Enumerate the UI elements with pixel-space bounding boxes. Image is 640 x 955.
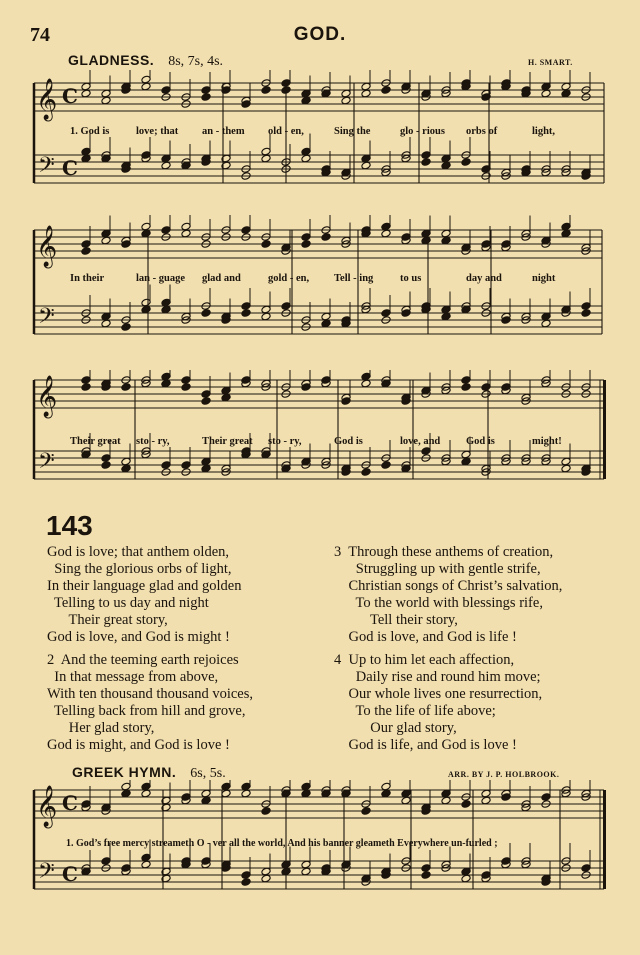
note-head-icon <box>381 229 391 238</box>
final-bar-line <box>603 790 606 889</box>
lyric-syllable: love, and <box>400 436 441 447</box>
lyric-syllable: glad and <box>202 273 241 284</box>
note-head-icon <box>201 93 211 102</box>
note-head-icon <box>261 874 271 883</box>
note-head-icon <box>381 461 391 470</box>
note-head-icon <box>181 383 191 392</box>
lyric-syllable: night <box>532 273 556 284</box>
note-head-icon <box>81 383 91 392</box>
note-head-icon <box>441 161 451 170</box>
bass-clef-icon: 𝄢 <box>38 859 55 889</box>
note-head-icon <box>181 229 191 238</box>
lyric-syllable: to us <box>400 273 422 284</box>
verse-4: 4 Up to him let each affection, Daily rise and round him move; Our whole lives one resurrection, To the life of life above; Our glad story, God is life, and God is love ! <box>334 652 543 753</box>
treble-clef-icon: 𝄞 <box>36 226 58 267</box>
note-head-icon <box>261 312 271 321</box>
note-head-icon <box>461 158 471 167</box>
lyric-syllable: Sing the <box>334 126 371 137</box>
note-head-icon <box>541 319 551 328</box>
note-head-icon <box>301 240 311 249</box>
lyric-syllable: might! <box>532 436 562 447</box>
note-head-icon <box>141 82 151 91</box>
note-head-icon <box>381 86 391 95</box>
note-head-icon <box>341 96 351 105</box>
note-head-icon <box>421 871 431 880</box>
note-head-icon <box>261 240 271 249</box>
page-title: GOD. <box>293 24 347 45</box>
note-head-icon <box>201 309 211 318</box>
note-head-icon <box>161 305 171 314</box>
treble-clef-icon: 𝄞 <box>36 79 58 120</box>
music-system-4 <box>0 780 640 955</box>
lyric-syllable: glo - rious <box>400 126 445 137</box>
note-head-icon <box>81 154 91 163</box>
note-head-icon <box>461 874 471 883</box>
lyric-syllable: old - en, <box>268 126 304 137</box>
lyric-syllable: light, <box>532 126 556 137</box>
time-signature-icon: C <box>62 156 78 180</box>
note-head-icon <box>461 800 471 809</box>
lyric-syllable: Their great <box>70 436 121 447</box>
note-head-icon <box>161 161 171 170</box>
note-head-icon <box>261 807 271 816</box>
bass-clef-icon: 𝄢 <box>38 304 55 334</box>
note-head-icon <box>321 319 331 328</box>
note-head-icon <box>201 796 211 805</box>
note-head-icon <box>301 96 311 105</box>
lyric-syllable: sto - ry, <box>268 436 302 447</box>
note-head-icon <box>361 379 371 388</box>
note-head-icon <box>421 158 431 167</box>
lyric-syllable: In their <box>70 273 105 284</box>
note-head-icon <box>221 393 231 402</box>
time-signature-icon: C <box>62 84 78 108</box>
lyric-syllable: God is <box>466 436 495 447</box>
bass-clef-icon: 𝄢 <box>38 449 55 479</box>
note-head-icon <box>321 233 331 242</box>
lyric-syllable: lan - guage <box>136 273 186 284</box>
note-head-icon <box>301 154 311 163</box>
time-signature-icon: C <box>62 862 78 886</box>
note-head-icon <box>141 789 151 798</box>
note-head-icon <box>381 789 391 798</box>
note-head-icon <box>361 807 371 816</box>
note-head-icon <box>201 464 211 473</box>
note-head-icon <box>121 383 131 392</box>
composer-credit: ARR. BY J. P. HOLBROOK. <box>448 770 560 779</box>
note-head-icon <box>121 789 131 798</box>
note-head-icon <box>141 305 151 314</box>
note-head-icon <box>361 468 371 477</box>
tune-meter: 8s, 7s, 4s. <box>168 54 224 69</box>
lyric-syllable: gold - en, <box>268 273 310 284</box>
note-head-icon <box>301 789 311 798</box>
note-head-icon <box>481 796 491 805</box>
lyric-syllable: Their great <box>202 436 253 447</box>
tune-heading-greek <box>72 764 226 782</box>
note-head-icon <box>461 383 471 392</box>
note-head-icon <box>401 796 411 805</box>
note-head-icon <box>201 397 211 406</box>
note-head-icon <box>441 236 451 245</box>
note-head-icon <box>141 229 151 238</box>
note-head-icon <box>421 236 431 245</box>
note-head-icon <box>301 867 311 876</box>
note-head-icon <box>441 796 451 805</box>
treble-clef-icon: 𝄞 <box>36 786 58 827</box>
note-head-icon <box>241 309 251 318</box>
note-head-icon <box>241 789 251 798</box>
lyric-syllable: an - them <box>202 126 245 137</box>
note-head-icon <box>141 860 151 869</box>
music-system-3 <box>0 370 640 500</box>
note-head-icon <box>581 309 591 318</box>
time-signature-icon: C <box>62 791 78 815</box>
treble-clef-icon: 𝄞 <box>36 376 58 417</box>
note-head-icon <box>161 379 171 388</box>
hymn-number: 143 <box>46 510 93 541</box>
note-head-icon <box>561 89 571 98</box>
note-head-icon <box>101 96 111 105</box>
note-head-icon <box>541 89 551 98</box>
note-head-icon <box>241 878 251 887</box>
final-bar-line <box>603 380 606 479</box>
lyric-syllable: day and <box>466 273 502 284</box>
note-head-icon <box>561 229 571 238</box>
note-head-icon <box>101 319 111 328</box>
tune-name: GLADNESS. <box>68 52 155 68</box>
tune-heading-gladness <box>68 52 223 70</box>
note-head-icon <box>121 464 131 473</box>
verse-2: 2 And the teeming earth rejoices In that message from above, With ten thousand thousand voices, Telling back from hill and grove, Her glad story, God is might, and God is love ! <box>47 652 254 753</box>
note-head-icon <box>441 312 451 321</box>
note-head-icon <box>461 457 471 466</box>
lyric-syllable: love; that <box>136 126 179 137</box>
lyric-syllable: God is <box>334 436 363 447</box>
verse-3: 3 Through these anthems of creation, Struggling up with gentle strife, Christian songs of Christ’s salvation, To the world with blessings rife, Tell their story, God is love, and God is life ! <box>334 544 563 645</box>
verse-1: God is love; that anthem olden, Sing the glorious orbs of light, In their language glad and golden Telling to us day and night Their great story, God is love, and God is might ! <box>47 544 242 645</box>
note-head-icon <box>261 86 271 95</box>
note-head-icon <box>81 247 91 256</box>
lyric-syllable: sto - ry, <box>136 436 170 447</box>
lyric-syllable: 1. God is <box>70 126 110 137</box>
composer-credit: H. SMART. <box>528 58 573 67</box>
note-head-icon <box>101 461 111 470</box>
note-head-icon <box>361 89 371 98</box>
tune-meter: 6s, 5s. <box>190 766 226 781</box>
note-head-icon <box>101 236 111 245</box>
note-head-icon <box>121 323 131 332</box>
page-number: 74 <box>30 24 50 46</box>
note-head-icon <box>261 154 271 163</box>
note-head-icon <box>361 161 371 170</box>
note-head-icon <box>561 464 571 473</box>
lyric-syllable: orbs of <box>466 126 498 137</box>
lyric-syllable: Tell - ing <box>334 273 374 284</box>
bass-clef-icon: 𝄢 <box>38 153 55 183</box>
lyric-row-4: 1. God’s free mercy streameth O - ver all the world, And his banner gleameth Everywhere un-furled ; <box>66 838 498 849</box>
tune-name: GREEK HYMN. <box>72 764 177 780</box>
note-head-icon <box>81 89 91 98</box>
